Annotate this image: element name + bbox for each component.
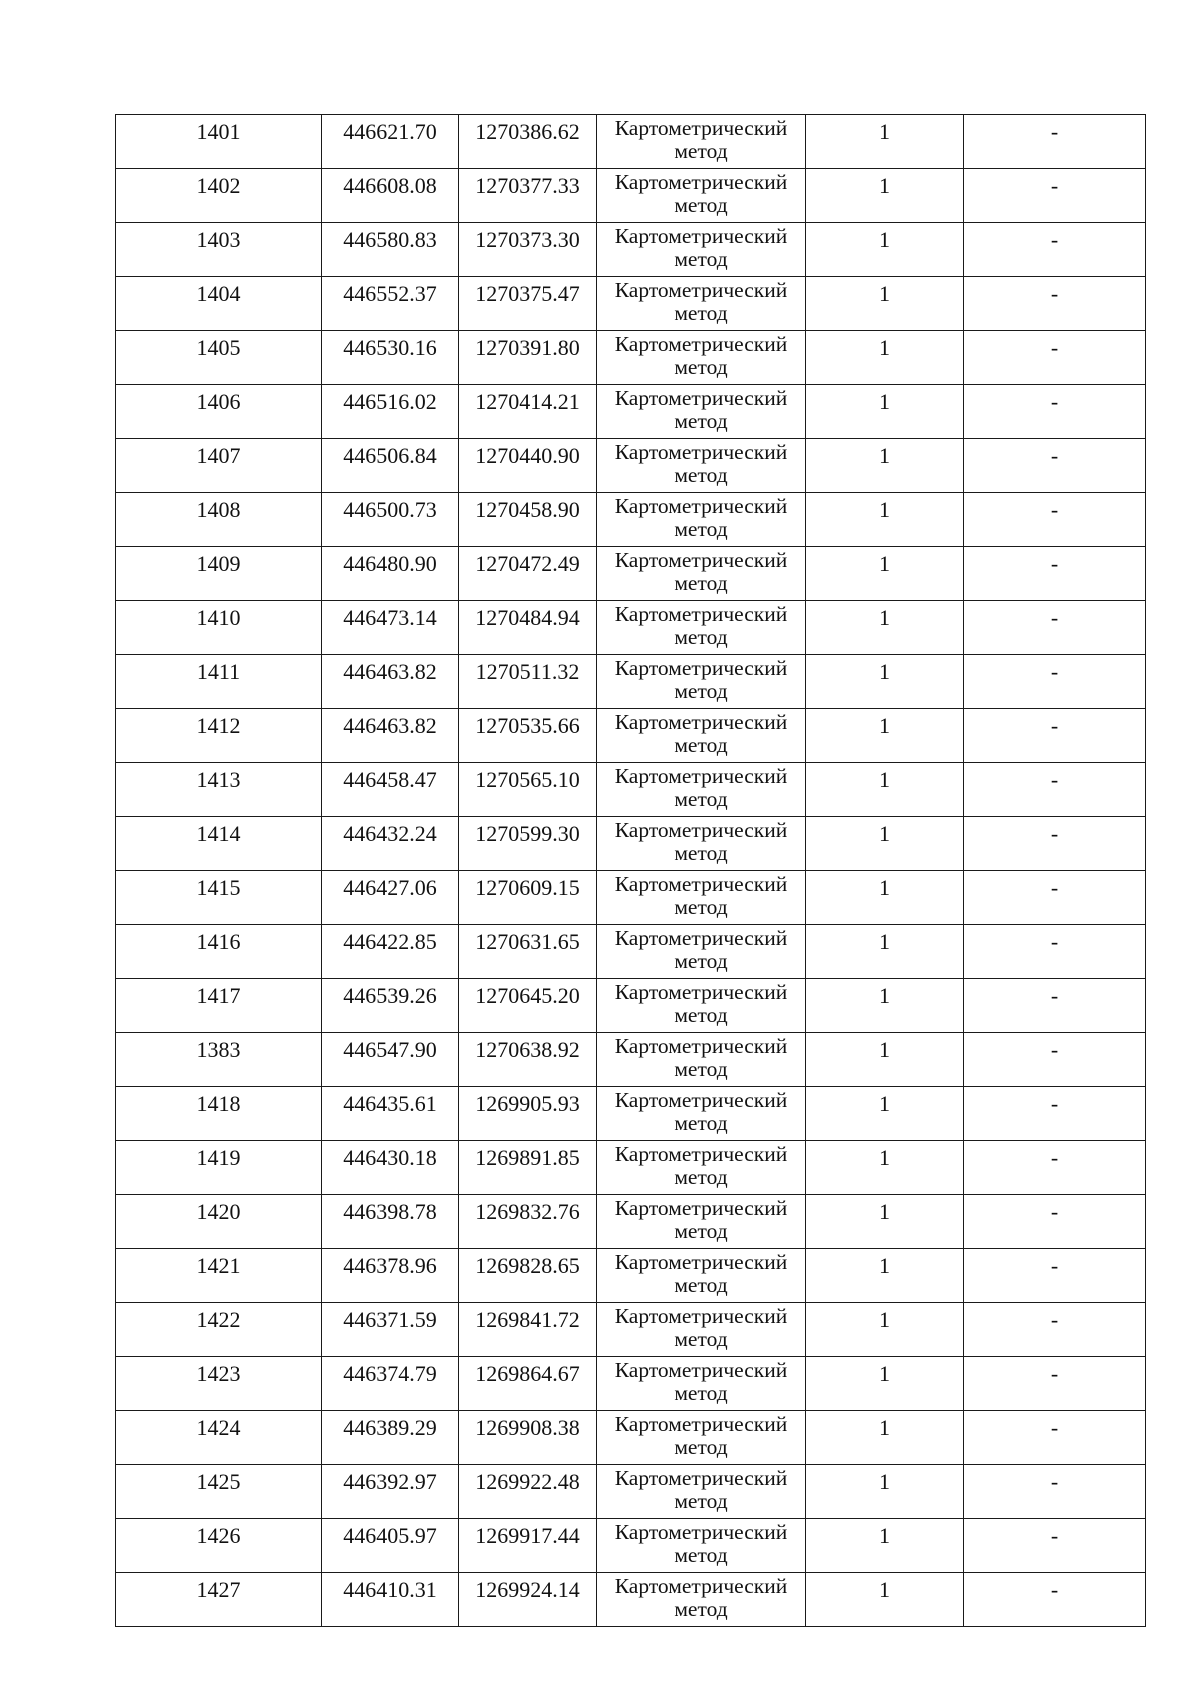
method-cell xyxy=(597,277,806,331)
method-line-1: Картометрический xyxy=(614,710,788,734)
method-line-2: метод xyxy=(674,1003,728,1027)
x-coordinate-cell: 446463.82 xyxy=(322,709,459,763)
table-row xyxy=(116,1249,1146,1303)
method-line-1: Картометрический xyxy=(614,1304,788,1328)
y-coordinate-cell: 1270386.62 xyxy=(459,115,597,169)
method-cell xyxy=(597,1141,806,1195)
x-coordinate-cell: 446458.47 xyxy=(322,763,459,817)
y-coordinate-cell: 1270375.47 xyxy=(459,277,597,331)
table-row xyxy=(116,1357,1146,1411)
method-cell xyxy=(597,493,806,547)
x-coordinate-cell: 446580.83 xyxy=(322,223,459,277)
coordinates-table xyxy=(115,114,1146,1627)
x-coordinate-cell: 446435.61 xyxy=(322,1087,459,1141)
method-line-2: метод xyxy=(674,1435,728,1459)
table-row xyxy=(116,1195,1146,1249)
point-number-cell: 1427 xyxy=(116,1573,322,1627)
accuracy-cell: 1 xyxy=(806,1573,964,1627)
x-coordinate-cell: 446480.90 xyxy=(322,547,459,601)
note-cell: - xyxy=(964,925,1146,979)
point-number-cell: 1420 xyxy=(116,1195,322,1249)
accuracy-cell: 1 xyxy=(806,1141,964,1195)
method-cell xyxy=(597,223,806,277)
y-coordinate-cell: 1270631.65 xyxy=(459,925,597,979)
method-line-2: метод xyxy=(674,1219,728,1243)
point-number-cell: 1422 xyxy=(116,1303,322,1357)
method-line-1: Картометрический xyxy=(614,440,788,464)
table-row xyxy=(116,655,1146,709)
note-cell: - xyxy=(964,1195,1146,1249)
point-number-cell: 1408 xyxy=(116,493,322,547)
method-line-2: метод xyxy=(674,1327,728,1351)
method-cell xyxy=(597,1465,806,1519)
accuracy-cell: 1 xyxy=(806,1303,964,1357)
accuracy-cell: 1 xyxy=(806,169,964,223)
table-row xyxy=(116,1087,1146,1141)
method-line-2: метод xyxy=(674,1165,728,1189)
method-line-2: метод xyxy=(674,301,728,325)
method-line-1: Картометрический xyxy=(614,1196,788,1220)
table-row xyxy=(116,331,1146,385)
point-number-cell: 1406 xyxy=(116,385,322,439)
x-coordinate-cell: 446432.24 xyxy=(322,817,459,871)
y-coordinate-cell: 1269908.38 xyxy=(459,1411,597,1465)
method-cell xyxy=(597,547,806,601)
point-number-cell: 1413 xyxy=(116,763,322,817)
y-coordinate-cell: 1270472.49 xyxy=(459,547,597,601)
table-row xyxy=(116,817,1146,871)
method-cell xyxy=(597,385,806,439)
method-line-1: Картометрический xyxy=(614,764,788,788)
accuracy-cell: 1 xyxy=(806,763,964,817)
y-coordinate-cell: 1270484.94 xyxy=(459,601,597,655)
point-number-cell: 1421 xyxy=(116,1249,322,1303)
y-coordinate-cell: 1270373.30 xyxy=(459,223,597,277)
method-line-1: Картометрический xyxy=(614,1088,788,1112)
note-cell: - xyxy=(964,1087,1146,1141)
y-coordinate-cell: 1269828.65 xyxy=(459,1249,597,1303)
x-coordinate-cell: 446427.06 xyxy=(322,871,459,925)
x-coordinate-cell: 446608.08 xyxy=(322,169,459,223)
point-number-cell: 1405 xyxy=(116,331,322,385)
accuracy-cell: 1 xyxy=(806,1465,964,1519)
method-line-2: метод xyxy=(674,625,728,649)
x-coordinate-cell: 446473.14 xyxy=(322,601,459,655)
method-line-1: Картометрический xyxy=(614,1520,788,1544)
method-cell xyxy=(597,1411,806,1465)
note-cell: - xyxy=(964,817,1146,871)
accuracy-cell: 1 xyxy=(806,547,964,601)
y-coordinate-cell: 1269924.14 xyxy=(459,1573,597,1627)
y-coordinate-cell: 1269891.85 xyxy=(459,1141,597,1195)
y-coordinate-cell: 1270609.15 xyxy=(459,871,597,925)
note-cell: - xyxy=(964,547,1146,601)
method-line-1: Картометрический xyxy=(614,386,788,410)
method-line-2: метод xyxy=(674,139,728,163)
method-line-2: метод xyxy=(674,1111,728,1135)
accuracy-cell: 1 xyxy=(806,655,964,709)
note-cell: - xyxy=(964,1411,1146,1465)
note-cell: - xyxy=(964,1141,1146,1195)
table-row xyxy=(116,1519,1146,1573)
method-line-1: Картометрический xyxy=(614,818,788,842)
accuracy-cell: 1 xyxy=(806,1519,964,1573)
method-cell xyxy=(597,169,806,223)
accuracy-cell: 1 xyxy=(806,709,964,763)
point-number-cell: 1402 xyxy=(116,169,322,223)
y-coordinate-cell: 1270377.33 xyxy=(459,169,597,223)
table-row xyxy=(116,169,1146,223)
table-row xyxy=(116,1465,1146,1519)
point-number-cell: 1415 xyxy=(116,871,322,925)
method-line-1: Картометрический xyxy=(614,602,788,626)
point-number-cell: 1411 xyxy=(116,655,322,709)
method-cell xyxy=(597,1249,806,1303)
method-cell xyxy=(597,1573,806,1627)
method-line-1: Картометрический xyxy=(614,1142,788,1166)
table-row xyxy=(116,709,1146,763)
accuracy-cell: 1 xyxy=(806,1033,964,1087)
accuracy-cell: 1 xyxy=(806,1357,964,1411)
method-cell xyxy=(597,1357,806,1411)
method-line-2: метод xyxy=(674,409,728,433)
point-number-cell: 1407 xyxy=(116,439,322,493)
method-line-2: метод xyxy=(674,733,728,757)
accuracy-cell: 1 xyxy=(806,115,964,169)
method-line-2: метод xyxy=(674,1057,728,1081)
note-cell: - xyxy=(964,1303,1146,1357)
method-line-2: метод xyxy=(674,355,728,379)
y-coordinate-cell: 1269832.76 xyxy=(459,1195,597,1249)
method-line-1: Картометрический xyxy=(614,1358,788,1382)
accuracy-cell: 1 xyxy=(806,817,964,871)
method-line-1: Картометрический xyxy=(614,656,788,680)
note-cell: - xyxy=(964,277,1146,331)
method-line-1: Картометрический xyxy=(614,170,788,194)
method-cell xyxy=(597,1087,806,1141)
method-cell xyxy=(597,817,806,871)
method-cell xyxy=(597,331,806,385)
method-line-1: Картометрический xyxy=(614,1250,788,1274)
method-cell xyxy=(597,115,806,169)
method-line-1: Картометрический xyxy=(614,1466,788,1490)
point-number-cell: 1401 xyxy=(116,115,322,169)
method-line-2: метод xyxy=(674,247,728,271)
note-cell: - xyxy=(964,655,1146,709)
table-row xyxy=(116,979,1146,1033)
note-cell: - xyxy=(964,223,1146,277)
note-cell: - xyxy=(964,493,1146,547)
method-line-1: Картометрический xyxy=(614,872,788,896)
point-number-cell: 1410 xyxy=(116,601,322,655)
y-coordinate-cell: 1270458.90 xyxy=(459,493,597,547)
y-coordinate-cell: 1270645.20 xyxy=(459,979,597,1033)
method-line-2: метод xyxy=(674,517,728,541)
method-line-2: метод xyxy=(674,1489,728,1513)
note-cell: - xyxy=(964,1357,1146,1411)
table-row xyxy=(116,493,1146,547)
table-row xyxy=(116,1573,1146,1627)
method-line-2: метод xyxy=(674,1381,728,1405)
y-coordinate-cell: 1270535.66 xyxy=(459,709,597,763)
method-cell xyxy=(597,979,806,1033)
table-row xyxy=(116,1411,1146,1465)
x-coordinate-cell: 446371.59 xyxy=(322,1303,459,1357)
point-number-cell: 1425 xyxy=(116,1465,322,1519)
method-line-2: метод xyxy=(674,1273,728,1297)
method-cell xyxy=(597,1195,806,1249)
table-row xyxy=(116,547,1146,601)
point-number-cell: 1404 xyxy=(116,277,322,331)
accuracy-cell: 1 xyxy=(806,979,964,1033)
x-coordinate-cell: 446410.31 xyxy=(322,1573,459,1627)
y-coordinate-cell: 1269864.67 xyxy=(459,1357,597,1411)
point-number-cell: 1383 xyxy=(116,1033,322,1087)
method-cell xyxy=(597,655,806,709)
accuracy-cell: 1 xyxy=(806,439,964,493)
note-cell: - xyxy=(964,763,1146,817)
y-coordinate-cell: 1270414.21 xyxy=(459,385,597,439)
x-coordinate-cell: 446398.78 xyxy=(322,1195,459,1249)
method-line-2: метод xyxy=(674,1543,728,1567)
y-coordinate-cell: 1270440.90 xyxy=(459,439,597,493)
method-line-1: Картометрический xyxy=(614,548,788,572)
method-line-1: Картометрический xyxy=(614,980,788,1004)
method-line-2: метод xyxy=(674,1597,728,1621)
method-cell xyxy=(597,1303,806,1357)
method-line-1: Картометрический xyxy=(614,224,788,248)
method-line-1: Картометрический xyxy=(614,1412,788,1436)
method-line-2: метод xyxy=(674,895,728,919)
note-cell: - xyxy=(964,1249,1146,1303)
note-cell: - xyxy=(964,439,1146,493)
point-number-cell: 1403 xyxy=(116,223,322,277)
accuracy-cell: 1 xyxy=(806,925,964,979)
table-row xyxy=(116,1141,1146,1195)
y-coordinate-cell: 1270391.80 xyxy=(459,331,597,385)
x-coordinate-cell: 446621.70 xyxy=(322,115,459,169)
x-coordinate-cell: 446378.96 xyxy=(322,1249,459,1303)
x-coordinate-cell: 446547.90 xyxy=(322,1033,459,1087)
method-line-1: Картометрический xyxy=(614,116,788,140)
point-number-cell: 1424 xyxy=(116,1411,322,1465)
y-coordinate-cell: 1270511.32 xyxy=(459,655,597,709)
method-line-1: Картометрический xyxy=(614,494,788,518)
accuracy-cell: 1 xyxy=(806,223,964,277)
table-row xyxy=(116,277,1146,331)
accuracy-cell: 1 xyxy=(806,1249,964,1303)
note-cell: - xyxy=(964,871,1146,925)
note-cell: - xyxy=(964,601,1146,655)
table-row xyxy=(116,763,1146,817)
accuracy-cell: 1 xyxy=(806,331,964,385)
x-coordinate-cell: 446389.29 xyxy=(322,1411,459,1465)
y-coordinate-cell: 1270638.92 xyxy=(459,1033,597,1087)
point-number-cell: 1419 xyxy=(116,1141,322,1195)
method-cell xyxy=(597,439,806,493)
table-row xyxy=(116,439,1146,493)
y-coordinate-cell: 1269917.44 xyxy=(459,1519,597,1573)
point-number-cell: 1412 xyxy=(116,709,322,763)
x-coordinate-cell: 446405.97 xyxy=(322,1519,459,1573)
method-line-2: метод xyxy=(674,949,728,973)
method-cell xyxy=(597,601,806,655)
method-line-2: метод xyxy=(674,193,728,217)
y-coordinate-cell: 1270599.30 xyxy=(459,817,597,871)
point-number-cell: 1416 xyxy=(116,925,322,979)
x-coordinate-cell: 446506.84 xyxy=(322,439,459,493)
x-coordinate-cell: 446430.18 xyxy=(322,1141,459,1195)
x-coordinate-cell: 446500.73 xyxy=(322,493,459,547)
accuracy-cell: 1 xyxy=(806,493,964,547)
point-number-cell: 1418 xyxy=(116,1087,322,1141)
table-row xyxy=(116,1033,1146,1087)
note-cell: - xyxy=(964,709,1146,763)
table-row xyxy=(116,115,1146,169)
method-cell xyxy=(597,763,806,817)
coordinates-table-body xyxy=(116,115,1146,1627)
method-line-2: метод xyxy=(674,841,728,865)
accuracy-cell: 1 xyxy=(806,385,964,439)
table-row xyxy=(116,385,1146,439)
x-coordinate-cell: 446422.85 xyxy=(322,925,459,979)
method-line-1: Картометрический xyxy=(614,1574,788,1598)
note-cell: - xyxy=(964,1573,1146,1627)
point-number-cell: 1409 xyxy=(116,547,322,601)
x-coordinate-cell: 446516.02 xyxy=(322,385,459,439)
table-row xyxy=(116,601,1146,655)
x-coordinate-cell: 446374.79 xyxy=(322,1357,459,1411)
note-cell: - xyxy=(964,385,1146,439)
y-coordinate-cell: 1270565.10 xyxy=(459,763,597,817)
note-cell: - xyxy=(964,979,1146,1033)
table-row xyxy=(116,223,1146,277)
method-line-1: Картометрический xyxy=(614,278,788,302)
x-coordinate-cell: 446539.26 xyxy=(322,979,459,1033)
method-line-2: метод xyxy=(674,787,728,811)
accuracy-cell: 1 xyxy=(806,601,964,655)
accuracy-cell: 1 xyxy=(806,1087,964,1141)
accuracy-cell: 1 xyxy=(806,871,964,925)
point-number-cell: 1417 xyxy=(116,979,322,1033)
x-coordinate-cell: 446552.37 xyxy=(322,277,459,331)
method-line-1: Картометрический xyxy=(614,332,788,356)
method-line-1: Картометрический xyxy=(614,926,788,950)
method-cell xyxy=(597,925,806,979)
method-cell xyxy=(597,709,806,763)
table-row xyxy=(116,925,1146,979)
accuracy-cell: 1 xyxy=(806,1195,964,1249)
method-cell xyxy=(597,1033,806,1087)
note-cell: - xyxy=(964,169,1146,223)
note-cell: - xyxy=(964,1033,1146,1087)
note-cell: - xyxy=(964,331,1146,385)
point-number-cell: 1414 xyxy=(116,817,322,871)
x-coordinate-cell: 446392.97 xyxy=(322,1465,459,1519)
y-coordinate-cell: 1269905.93 xyxy=(459,1087,597,1141)
note-cell: - xyxy=(964,1465,1146,1519)
note-cell: - xyxy=(964,1519,1146,1573)
x-coordinate-cell: 446463.82 xyxy=(322,655,459,709)
method-cell xyxy=(597,871,806,925)
point-number-cell: 1423 xyxy=(116,1357,322,1411)
table-row xyxy=(116,1303,1146,1357)
method-cell xyxy=(597,1519,806,1573)
y-coordinate-cell: 1269841.72 xyxy=(459,1303,597,1357)
accuracy-cell: 1 xyxy=(806,1411,964,1465)
method-line-1: Картометрический xyxy=(614,1034,788,1058)
method-line-2: метод xyxy=(674,571,728,595)
accuracy-cell: 1 xyxy=(806,277,964,331)
method-line-2: метод xyxy=(674,679,728,703)
note-cell: - xyxy=(964,115,1146,169)
method-line-2: метод xyxy=(674,463,728,487)
table-row xyxy=(116,871,1146,925)
y-coordinate-cell: 1269922.48 xyxy=(459,1465,597,1519)
point-number-cell: 1426 xyxy=(116,1519,322,1573)
x-coordinate-cell: 446530.16 xyxy=(322,331,459,385)
